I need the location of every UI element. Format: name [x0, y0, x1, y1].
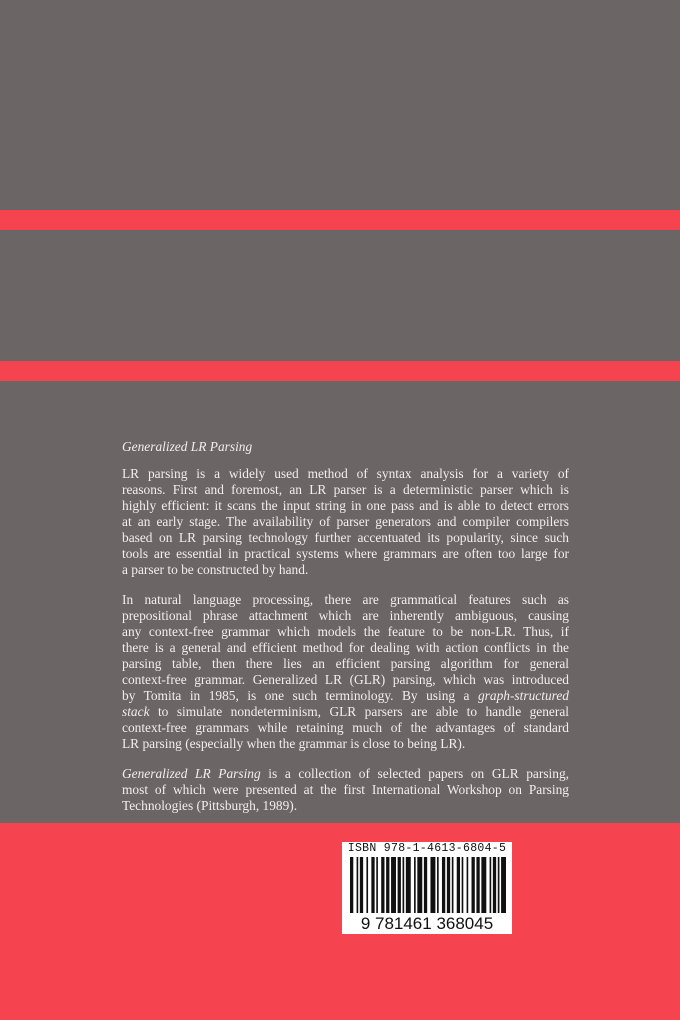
text-line	[122, 498, 569, 514]
text-segment: at an early stage. The availability of parser generators and compiler compilers	[122, 514, 569, 529]
barcode-bar	[501, 857, 506, 913]
barcode-bar	[424, 857, 427, 913]
italic-text: graph-structured	[477, 688, 569, 703]
barcode-bar	[472, 857, 475, 913]
barcode-bar	[398, 857, 401, 913]
barcode-bar	[414, 857, 416, 913]
text-line	[122, 640, 569, 656]
text-line	[122, 482, 569, 498]
text-segment: most of which were presented at the first International Workshop on Parsing	[122, 782, 569, 797]
barcode-bar	[406, 857, 411, 913]
barcode-bar	[357, 857, 359, 913]
text-segment: to simulate nondeterminism, GLR parsers are able to handle general	[149, 704, 569, 719]
barcode-bar	[430, 857, 435, 913]
middle-accent-stripe	[0, 361, 680, 381]
text-segment: there is a general and efficient method for dealing with action conflicts in the	[122, 640, 569, 655]
text-line	[122, 688, 569, 704]
text-segment: highly efficient: it scans the input string in one pass and is able to detect errors	[122, 498, 569, 513]
isbn-barcode	[342, 842, 512, 934]
barcode-bars	[350, 857, 506, 913]
barcode-bar	[447, 857, 450, 913]
text-line	[122, 782, 569, 798]
italic-text: stack	[122, 704, 150, 719]
text-line	[122, 608, 569, 624]
text-segment: context-free grammars while retaining much of the advantages of standard	[122, 720, 569, 735]
italic-text: Generalized LR Parsing	[122, 766, 261, 781]
barcode-bar	[350, 857, 353, 913]
barcode-bar	[391, 857, 396, 913]
top-accent-stripe	[0, 210, 680, 230]
barcode-bar	[490, 857, 492, 913]
text-line	[122, 592, 569, 608]
text-segment: LR parsing (especially when the grammar is close to being LR).	[122, 736, 466, 751]
text-segment: LR parsing is a widely used method of syntax analysis for a variety of	[122, 466, 569, 481]
barcode-bar	[360, 857, 363, 913]
text-line	[122, 514, 569, 530]
barcode-bar	[467, 857, 469, 913]
barcode-bar	[386, 857, 389, 913]
text-segment: In natural language processing, there are grammatical features such as	[122, 592, 569, 607]
barcode-bar	[403, 857, 405, 913]
text-line	[122, 624, 569, 640]
barcode-bar	[452, 857, 454, 913]
paragraph	[122, 592, 569, 752]
bottom-accent-band	[0, 823, 680, 1020]
text-segment: reasons. First and foremost, an LR parser is a deterministic parser which is	[122, 482, 569, 497]
text-line	[122, 530, 569, 546]
text-line	[122, 736, 569, 752]
ean-number: 9 781461 368045	[360, 914, 494, 933]
text-segment: tools are essential in practical systems where grammars are often too large for	[122, 546, 569, 561]
barcode-bar	[376, 857, 378, 913]
text-line	[122, 562, 569, 578]
barcode-bar	[481, 857, 486, 913]
text-line	[122, 672, 569, 688]
text-segment: by Tomita in 1985, is one such terminology. By using a	[122, 688, 478, 703]
barcode-bar	[498, 857, 500, 913]
text-line	[122, 466, 569, 482]
barcode-bar	[457, 857, 460, 913]
paragraph	[122, 766, 569, 814]
text-segment: any context-free grammar which models the feature to be non-LR. Thus, if	[122, 624, 569, 639]
text-line	[122, 656, 569, 672]
text-segment: is a collection of selected papers on GLR parsing,	[260, 766, 569, 781]
barcode-bar	[437, 857, 439, 913]
text-line	[122, 704, 569, 720]
text-line	[122, 720, 569, 736]
text-segment: based on LR parsing technology further accentuated its popularity, since such	[122, 530, 569, 545]
barcode-bar	[493, 857, 496, 913]
paragraph	[122, 466, 569, 578]
text-segment: Technologies (Pittsburgh, 1989).	[122, 798, 298, 813]
barcode-bar	[462, 857, 464, 913]
barcode-bar	[442, 857, 445, 913]
barcode-bar	[366, 857, 368, 913]
text-line	[122, 798, 569, 814]
barcode-bar	[476, 857, 479, 913]
text-segment: a parser to be constructed by hand.	[122, 562, 309, 577]
text-line	[122, 546, 569, 562]
text-segment: parsing table, then there lies an efficient parsing algorithm for general	[122, 656, 569, 671]
book-title: Generalized LR Parsing	[122, 439, 253, 454]
text-line	[122, 766, 569, 782]
barcode-bar	[417, 857, 422, 913]
barcode-bar	[371, 857, 374, 913]
back-cover-blurb	[122, 439, 569, 828]
text-segment: prepositional phrase attachment which are inherently ambiguous, causing	[122, 608, 569, 623]
barcode-bar	[381, 857, 384, 913]
isbn-label: ISBN 978-1-4613-6804-5	[347, 842, 507, 855]
text-segment: context-free grammar. Generalized LR (GLR) parsing, which was introduced	[122, 672, 569, 687]
